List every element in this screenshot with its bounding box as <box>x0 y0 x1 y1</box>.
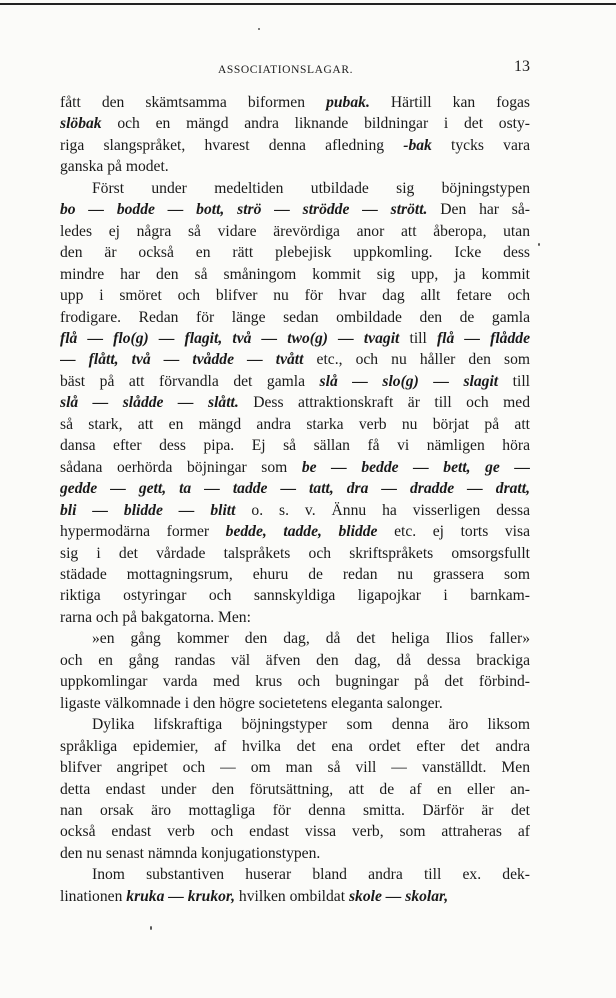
text-run: rarna och på bakgatorna. Men: <box>60 608 251 626</box>
text-run: den nu senast nämnda konjugationstypen. <box>60 844 321 862</box>
text-run: hypermodärna former <box>60 523 226 541</box>
text-run: städade mottagningsrum, ehuru de redan nu grassera som <box>60 565 530 583</box>
print-speck <box>258 28 260 30</box>
text-line <box>60 92 530 113</box>
text-line <box>60 199 530 220</box>
text-line <box>60 392 530 413</box>
text-run: sådana oerhörda böjningar som <box>60 458 302 476</box>
italic-word: skole — skolar, <box>348 887 449 905</box>
italic-word: bedde, tadde, blidde <box>225 523 378 541</box>
text-line <box>60 135 530 156</box>
text-line <box>60 178 530 199</box>
italic-word: gedde — gett, ta — tadde — tatt, dra — dradde — dratt, <box>60 480 530 498</box>
text-run: Dess attraktionskraft är till och med <box>238 394 530 412</box>
text-run: till <box>399 329 437 347</box>
text-line <box>60 585 530 606</box>
print-speck <box>538 243 540 246</box>
text-line <box>60 736 530 757</box>
text-run: uppkomlingar varda med krus och bugningar på det förbind- <box>60 673 530 691</box>
text-line <box>60 714 530 735</box>
text-run: nan orsak äro mottagliga för denna smitta. Därför är det <box>60 801 530 819</box>
text-run: mindre har den så småningom kommit sig upp, ja kommit <box>60 265 530 283</box>
text-run: sig i det vårdade talspråkets och skriftspråkets omsorgsfullt <box>60 544 530 562</box>
text-line <box>60 264 530 285</box>
text-line <box>60 349 530 370</box>
print-speck <box>150 926 152 930</box>
page-header <box>60 58 530 80</box>
text-run: ganska på modet. <box>60 158 169 176</box>
text-run: »en gång kommer den dag, då det heliga Ilios faller» <box>92 630 530 648</box>
italic-word: be — bedde — bett, ge — <box>301 458 530 476</box>
text-line <box>60 650 530 671</box>
text-line <box>60 285 530 306</box>
text-run: Härtill kan fogas <box>369 94 530 111</box>
italic-word: — flått, två — tvådde — tvått <box>60 351 304 369</box>
text-run: etc. ej torts visa <box>377 523 530 541</box>
italic-word: slå — slådde — slått. <box>60 394 239 412</box>
text-line <box>60 864 530 885</box>
text-run: till <box>498 372 530 390</box>
text-line <box>60 886 530 907</box>
text-line <box>60 371 530 392</box>
text-line <box>60 521 530 542</box>
text-line <box>60 543 530 564</box>
text-run: etc., och nu håller den som <box>303 351 530 369</box>
text-line <box>60 693 530 714</box>
body-text <box>60 92 530 907</box>
text-line <box>60 671 530 692</box>
italic-word: bo — bodde — bott, strö — strödde — strött. <box>60 201 428 219</box>
text-line <box>60 628 530 649</box>
text-line <box>60 800 530 821</box>
italic-word: pubak. <box>326 94 370 111</box>
italic-word: bli — blidde — blitt <box>60 501 236 519</box>
text-line <box>60 435 530 456</box>
text-run: dansa efter dess pipa. Ej så sällan få vi nämligen höra <box>60 437 530 455</box>
text-line <box>60 242 530 263</box>
text-run: o. s. v. Ännu ha visserligen dessa <box>235 501 530 519</box>
italic-word: flå — flådde <box>436 329 530 347</box>
text-run: och en gång randas väl äfven den dag, då dessa brackiga <box>60 651 530 669</box>
text-run: hvilken ombildat <box>235 887 349 905</box>
text-run: den är också en rätt plebejisk uppkomling. Icke dess <box>60 244 530 262</box>
text-run: blifver angripet och — om man så vill — vanställdt. Men <box>60 759 530 777</box>
italic-word: kruka — krukor, <box>126 887 236 905</box>
text-line <box>60 113 530 134</box>
top-rule <box>0 3 616 5</box>
italic-word: slå — slo(g) — slagit <box>319 372 499 390</box>
text-line <box>60 328 530 349</box>
italic-word: -bak <box>403 136 432 154</box>
text-run: så stark, att en mängd andra starka verb nu börjat på att <box>60 415 530 433</box>
text-run: frodigare. Redan för länge sedan ombildade den de gamla <box>60 308 530 326</box>
text-line <box>60 779 530 800</box>
text-run: ligaste välkomnade i den högre societetens eleganta salonger. <box>60 694 443 712</box>
text-line <box>60 757 530 778</box>
text-line <box>60 843 530 864</box>
text-run: fått den skämtsamma biformen <box>60 94 327 111</box>
text-run: linationen <box>60 887 127 905</box>
text-run: ledes ej några så vidare ärevördiga anor att åberopa, utan <box>60 222 530 240</box>
italic-word: flå — flo(g) — flagit, två — two(g) — tvagit <box>60 329 400 347</box>
text-run: Först under medeltiden utbildade sig böjningstypen <box>92 179 530 197</box>
text-run: tycks vara <box>431 136 530 154</box>
text-run: upp i smöret och blifver nu för hvar dag allt fetare och <box>60 287 530 305</box>
text-run: också endast verb och endast vissa verb, som attraheras af <box>60 823 530 841</box>
text-line <box>60 221 530 242</box>
text-line <box>60 564 530 585</box>
page-number: 13 <box>514 58 530 75</box>
text-line <box>60 156 530 177</box>
text-run: Dylika lifskraftiga böjningstyper som denna äro liksom <box>92 716 530 734</box>
text-run: detta endast under den förutsättning, att de af en eller an- <box>60 780 530 798</box>
italic-word: slöbak <box>60 115 102 133</box>
text-run: riktiga ostyringar och sannskyldiga ligapojkar i barnkam- <box>60 587 530 605</box>
text-run: bäst på att förvandla det gamla <box>60 372 320 390</box>
running-title: ASSOCIATIONSLAGAR. <box>218 64 354 76</box>
text-run: språkliga epidemier, af hvilka det ena ordet efter det andra <box>60 737 530 755</box>
text-line <box>60 307 530 328</box>
text-line <box>60 478 530 499</box>
text-run: och en mängd andra liknande bildningar i det osty- <box>101 115 530 133</box>
text-line <box>60 500 530 521</box>
text-line <box>60 821 530 842</box>
text-line <box>60 457 530 478</box>
text-line <box>60 607 530 628</box>
text-run: Den har så- <box>427 201 530 219</box>
text-run: Inom substantiven huserar bland andra till ex. dek- <box>92 866 530 884</box>
text-line <box>60 414 530 435</box>
text-run: riga slangspråket, hvarest denna afledning <box>60 136 404 154</box>
